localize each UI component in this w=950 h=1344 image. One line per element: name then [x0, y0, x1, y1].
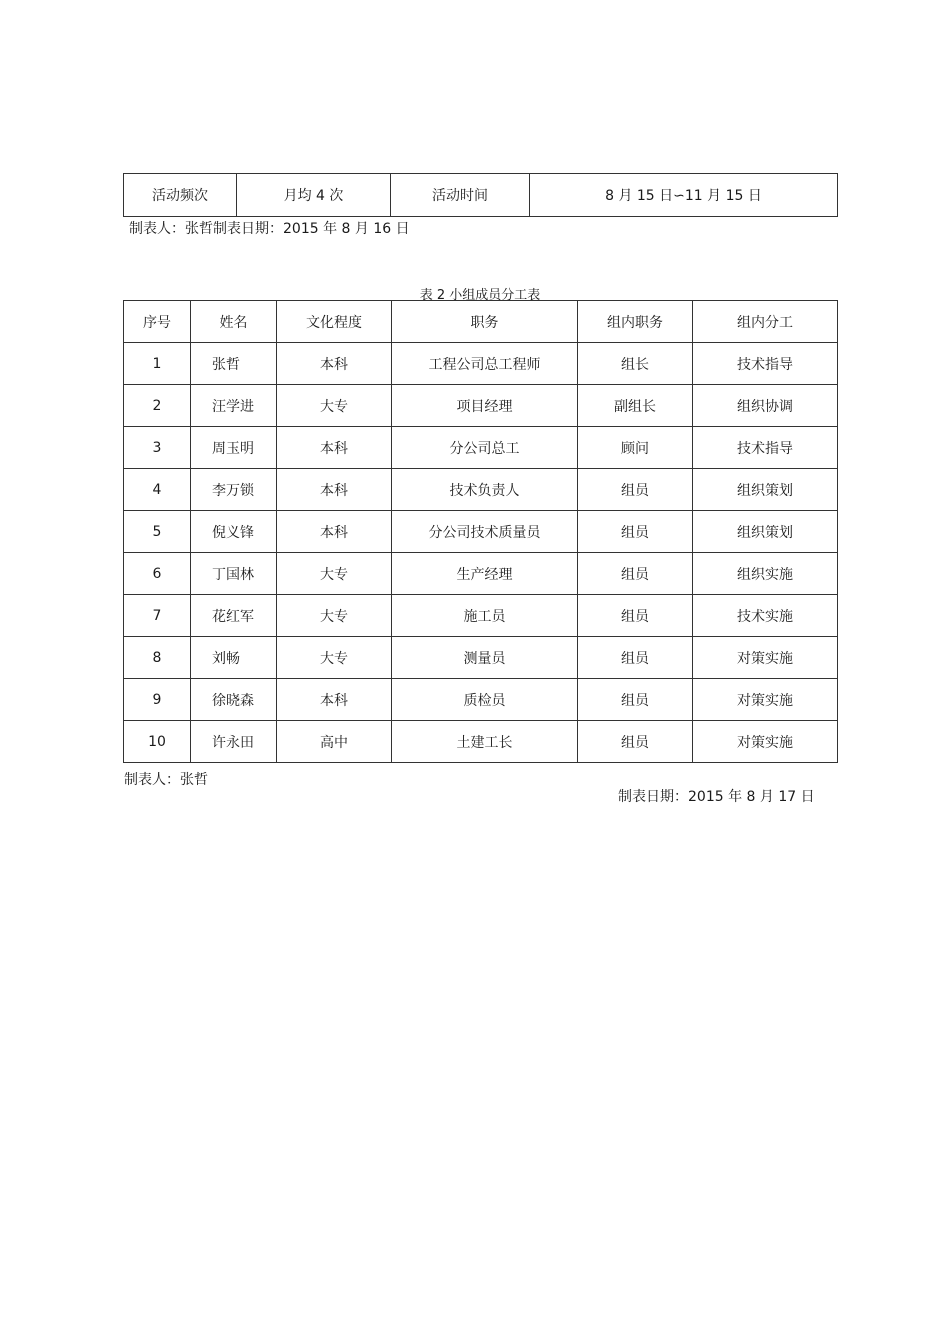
cell-group-task: 组织策划 [693, 511, 838, 553]
cell-position: 分公司技术质量员 [392, 511, 578, 553]
table-row [124, 595, 838, 637]
members-table-caption: 表 2 小组成员分工表 [419, 288, 541, 303]
cell-index: 3 [124, 427, 191, 469]
cell-group-task: 组织策划 [693, 469, 838, 511]
table-row [124, 553, 838, 595]
cell-group-task: 组织协调 [693, 385, 838, 427]
cell-name: 李万锁 [191, 469, 277, 511]
cell-group-task: 技术指导 [693, 343, 838, 385]
cell-group-role: 组长 [578, 343, 693, 385]
cell-education: 本科 [277, 427, 392, 469]
header-group-role: 组内职务 [578, 301, 693, 343]
cell-education: 大专 [277, 385, 392, 427]
table-row [124, 637, 838, 679]
cell-position: 生产经理 [392, 553, 578, 595]
cell-index: 8 [124, 637, 191, 679]
cell-index: 2 [124, 385, 191, 427]
activity-row [124, 174, 838, 217]
header-position: 职务 [392, 301, 578, 343]
header-index: 序号 [124, 301, 191, 343]
cell-name: 汪学进 [191, 385, 277, 427]
cell-education: 大专 [277, 637, 392, 679]
cell-name: 倪义锋 [191, 511, 277, 553]
cell-position: 质检员 [392, 679, 578, 721]
cell-group-task: 技术实施 [693, 595, 838, 637]
cell-position: 测量员 [392, 637, 578, 679]
cell-position: 施工员 [392, 595, 578, 637]
cell-position: 土建工长 [392, 721, 578, 763]
cell-group-role: 组员 [578, 679, 693, 721]
cell-position: 技术负责人 [392, 469, 578, 511]
cell-education: 高中 [277, 721, 392, 763]
cell-index: 4 [124, 469, 191, 511]
cell-index: 10 [124, 721, 191, 763]
cell-education: 大专 [277, 553, 392, 595]
cell-index: 5 [124, 511, 191, 553]
cell-group-role: 副组长 [578, 385, 693, 427]
cell-name: 许永田 [191, 721, 277, 763]
cell-education: 大专 [277, 595, 392, 637]
cell-name: 刘畅 [191, 637, 277, 679]
table-row [124, 427, 838, 469]
cell-education: 本科 [277, 511, 392, 553]
cell-group-task: 对策实施 [693, 679, 838, 721]
cell-group-role: 组员 [578, 637, 693, 679]
cell-group-role: 组员 [578, 511, 693, 553]
table-row [124, 511, 838, 553]
table2-date: 制表日期：2015 年 8 月 17 日 [618, 789, 815, 805]
cell-group-task: 对策实施 [693, 721, 838, 763]
cell-group-task: 组织实施 [693, 553, 838, 595]
activity-info-table [123, 173, 838, 217]
table-row [124, 469, 838, 511]
table-row [124, 343, 838, 385]
cell-group-role: 组员 [578, 721, 693, 763]
cell-group-role: 顾问 [578, 427, 693, 469]
cell-index: 1 [124, 343, 191, 385]
cell-position: 工程公司总工程师 [392, 343, 578, 385]
cell-education: 本科 [277, 343, 392, 385]
members-table-body [124, 343, 838, 763]
cell-name: 花红军 [191, 595, 277, 637]
cell-name: 徐晓森 [191, 679, 277, 721]
cell-education: 本科 [277, 679, 392, 721]
header-education: 文化程度 [277, 301, 392, 343]
cell-name: 周玉明 [191, 427, 277, 469]
table-row [124, 679, 838, 721]
table1-footnote: 制表人：张哲制表日期：2015 年 8 月 16 日 [129, 221, 410, 237]
table-row [124, 385, 838, 427]
table-row [124, 721, 838, 763]
cell-index: 6 [124, 553, 191, 595]
table2-maker: 制表人：张哲 [124, 772, 208, 788]
cell-group-role: 组员 [578, 595, 693, 637]
members-table [123, 300, 838, 763]
cell-index: 9 [124, 679, 191, 721]
header-group-task: 组内分工 [693, 301, 838, 343]
activity-frequency-label: 活动频次 [124, 174, 237, 217]
activity-time-value: 8 月 15 日∽11 月 15 日 [530, 174, 838, 217]
members-header-row [124, 301, 838, 343]
cell-position: 项目经理 [392, 385, 578, 427]
activity-frequency-value: 月均 4 次 [237, 174, 391, 217]
cell-group-task: 技术指导 [693, 427, 838, 469]
cell-index: 7 [124, 595, 191, 637]
cell-group-role: 组员 [578, 469, 693, 511]
header-name: 姓名 [191, 301, 277, 343]
cell-group-task: 对策实施 [693, 637, 838, 679]
cell-name: 丁国林 [191, 553, 277, 595]
cell-position: 分公司总工 [392, 427, 578, 469]
cell-group-role: 组员 [578, 553, 693, 595]
activity-time-label: 活动时间 [391, 174, 530, 217]
cell-name: 张哲 [191, 343, 277, 385]
cell-education: 本科 [277, 469, 392, 511]
